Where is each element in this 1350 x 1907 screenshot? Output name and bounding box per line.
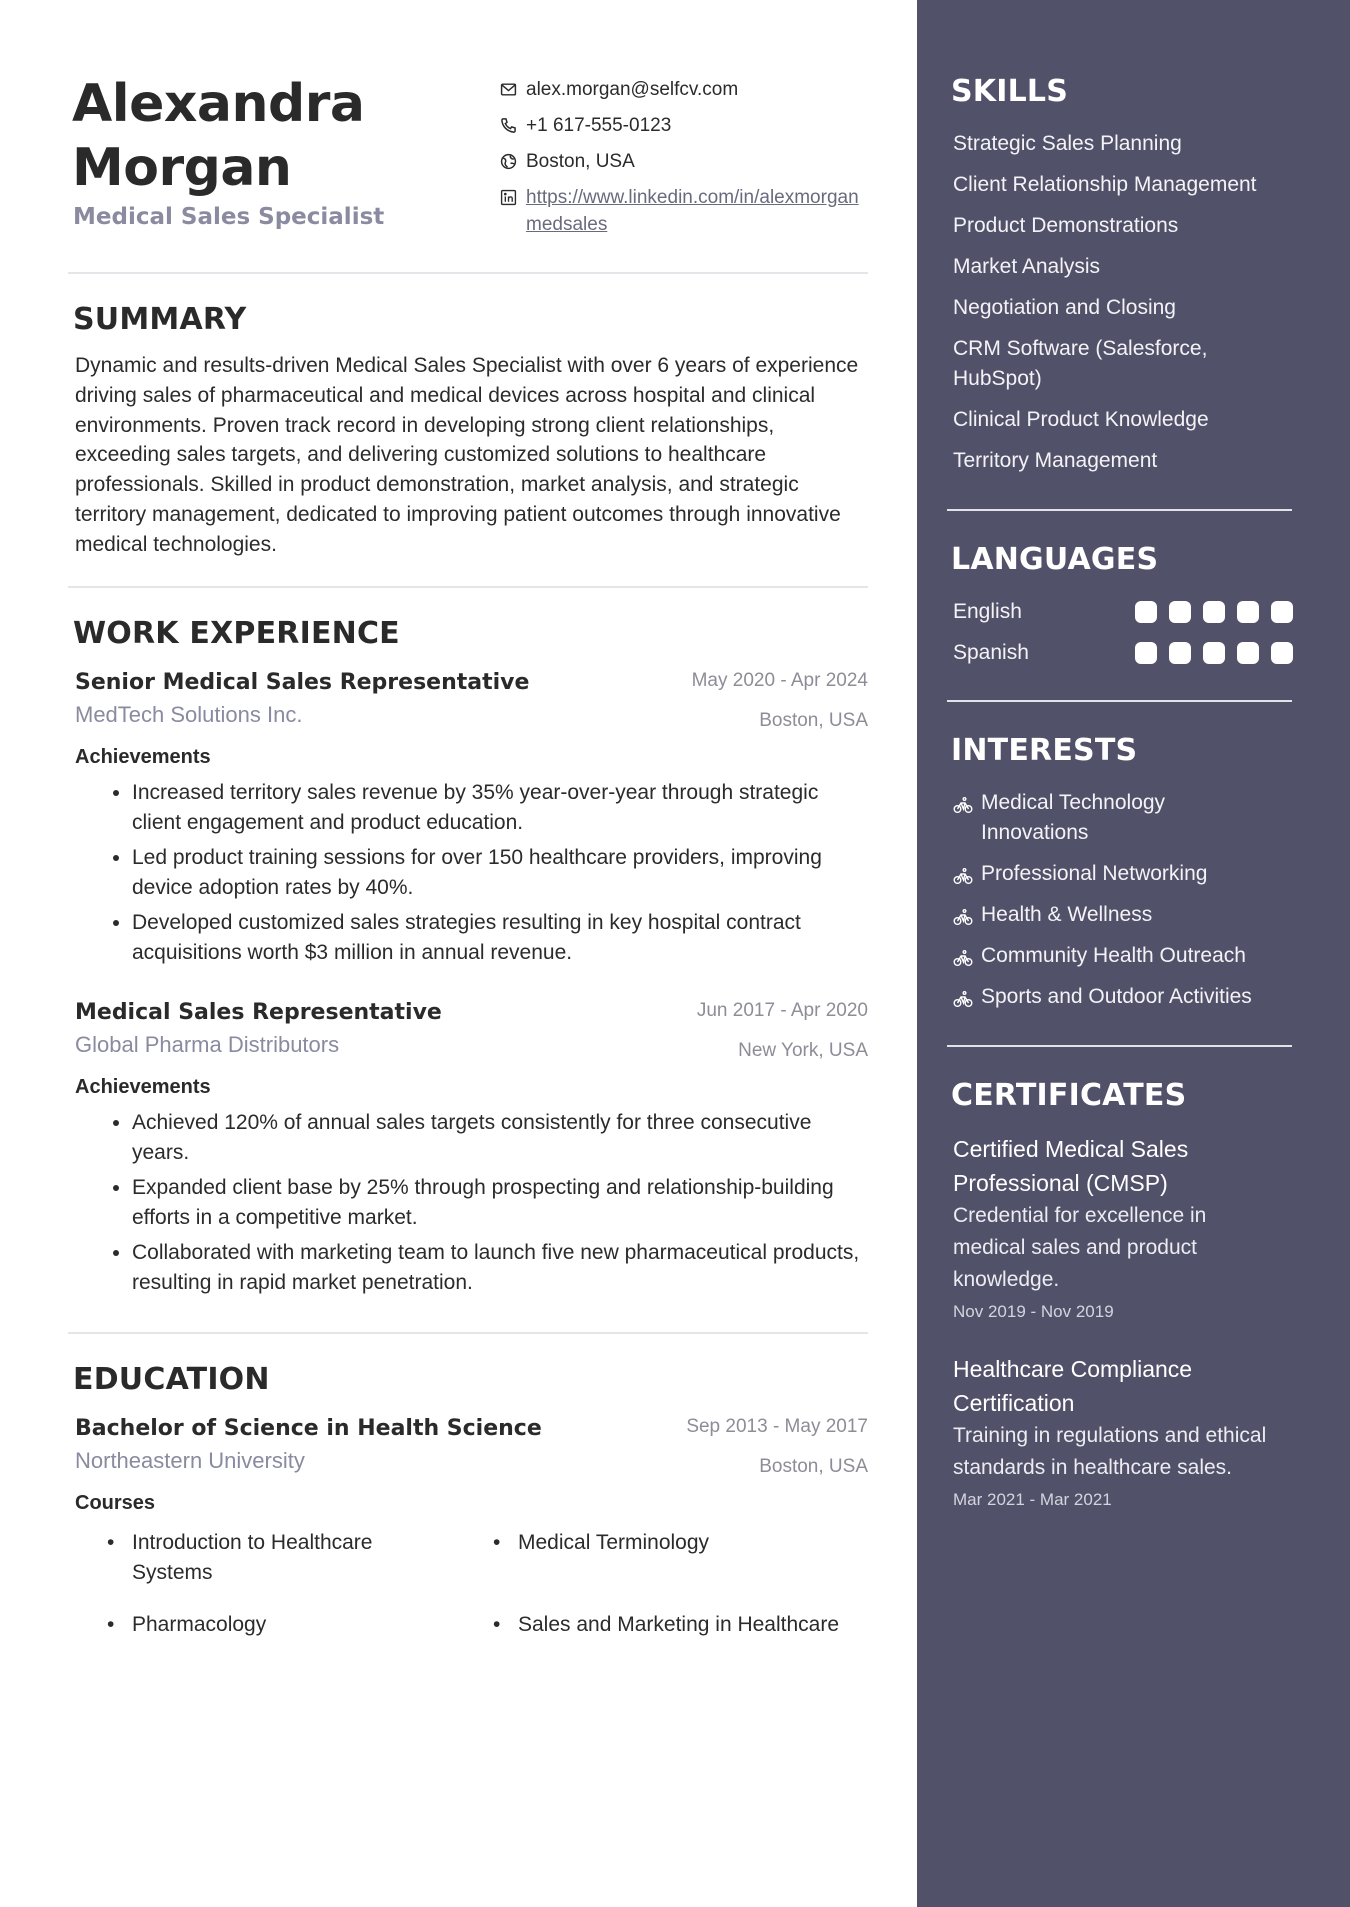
certificate-description: Credential for excellence in medical sales and product knowledge. <box>953 1204 1207 1291</box>
job-dates: May 2020 - Apr 2024 <box>691 670 868 691</box>
divider <box>68 272 868 274</box>
phone-icon <box>500 117 517 134</box>
contact-phone <box>500 112 870 139</box>
job-entry <box>75 998 868 1304</box>
interest-item <box>953 859 1341 889</box>
job-location: Boston, USA <box>759 710 868 731</box>
linkedin-icon <box>500 189 517 206</box>
certificate-dates: Mar 2021 - Mar 2021 <box>953 1490 1112 1509</box>
list-item: Product Demonstrations <box>953 214 1179 237</box>
certificate-entry <box>953 1132 1283 1322</box>
interest-label: Medical Technology Innovations <box>981 791 1166 844</box>
certificate-title: Certified Medical Sales Professional (CMSP) <box>953 1136 1189 1196</box>
language-name: English <box>953 600 1022 623</box>
courses-subheading: Courses <box>75 1492 156 1514</box>
job-company: Global Pharma Distributors <box>75 1032 340 1057</box>
divider <box>68 1332 868 1334</box>
interest-item <box>953 900 1341 930</box>
certificate-description: Training in regulations and ethical standards in healthcare sales. <box>953 1424 1267 1479</box>
list-item: Negotiation and Closing <box>953 296 1176 319</box>
contact-linkedin <box>500 184 870 238</box>
summary-heading: SUMMARY <box>73 302 247 337</box>
list-item: CRM Software (Salesforce, HubSpot) <box>953 337 1208 390</box>
last-name: Morgan <box>72 138 292 198</box>
languages-heading: LANGUAGES <box>951 542 1159 577</box>
language-row <box>953 638 1293 668</box>
interest-label: Community Health Outreach <box>981 944 1246 967</box>
language-name: Spanish <box>953 641 1029 664</box>
list-item: Client Relationship Management <box>953 173 1257 196</box>
list-item: • Pharmacology <box>75 1610 432 1640</box>
divider <box>68 586 868 588</box>
achievement-list <box>75 1108 868 1298</box>
list-item: Territory Management <box>953 449 1158 472</box>
certificates-heading: CERTIFICATES <box>951 1078 1187 1113</box>
list-item: • Expanded client base by 25% through prospecting and relationship-building efforts in a competitive market. <box>132 1173 868 1232</box>
proficiency-dot <box>1135 642 1157 664</box>
job-location: New York, USA <box>738 1040 868 1061</box>
language-row <box>953 597 1293 627</box>
proficiency-dot <box>1271 601 1293 623</box>
job-dates: Jun 2017 - Apr 2020 <box>696 1000 868 1021</box>
list-item: • Collaborated with marketing team to launch five new pharmaceutical products, resulting in rapid market penetration. <box>132 1238 868 1297</box>
email-text[interactable]: alex.morgan@selfcv.com <box>526 79 739 100</box>
list-item: • Increased territory sales revenue by 35% year-over-year through strategic client engagement and product education. <box>132 778 868 837</box>
proficiency-dots <box>1135 642 1293 664</box>
skills-list <box>953 129 1313 487</box>
list-item: Clinical Product Knowledge <box>953 408 1209 431</box>
summary-text: Dynamic and results-driven Medical Sales Specialist with over 6 years of experience driving sales of pharmaceutical and medical devices across hospital and clinical environments. Proven track record in developing strong client relationships, exceeding sales targets, and delivering customized solutions to healthcare professionals. Skilled in product demonstration, market analysis, and strategic territory management, dedicated to improving patient outcomes through innovative medical technologies. <box>75 354 859 556</box>
divider <box>947 1045 1292 1047</box>
proficiency-dot <box>1271 642 1293 664</box>
list-item: • Sales and Marketing in Healthcare <box>461 1610 878 1640</box>
job-subheading: Achievements <box>75 746 211 768</box>
job-role: Medical Sales Representative <box>75 1000 442 1025</box>
divider <box>947 509 1292 511</box>
list-item: • Developed customized sales strategies resulting in key hospital contract acquisitions worth $3 million in annual revenue. <box>132 908 868 967</box>
list-item: Strategic Sales Planning <box>953 132 1182 155</box>
interest-label: Professional Networking <box>981 862 1208 885</box>
candidate-name <box>72 72 364 200</box>
interest-item <box>953 941 1341 971</box>
certificate-entry <box>953 1352 1283 1510</box>
list-item: • Achieved 120% of annual sales targets consistently for three consecutive years. <box>132 1108 868 1167</box>
education-heading: EDUCATION <box>73 1362 270 1397</box>
list-item: • Medical Terminology <box>461 1528 878 1558</box>
job-title: Medical Sales Specialist <box>73 204 385 230</box>
proficiency-dot <box>1169 601 1191 623</box>
education-location: Boston, USA <box>759 1456 868 1477</box>
proficiency-dot <box>1237 601 1259 623</box>
education-dates: Sep 2013 - May 2017 <box>686 1416 868 1437</box>
interests-heading: INTERESTS <box>951 733 1138 768</box>
achievement-list <box>75 778 868 968</box>
proficiency-dot <box>1169 642 1191 664</box>
cycling-icon <box>953 907 973 927</box>
cycling-icon <box>953 795 973 815</box>
list-item: Market Analysis <box>953 255 1101 278</box>
job-entry <box>75 668 868 974</box>
globe-icon <box>500 153 517 170</box>
experience-heading: WORK EXPERIENCE <box>73 616 400 651</box>
envelope-icon <box>500 81 517 98</box>
degree: Bachelor of Science in Health Science <box>75 1416 542 1441</box>
job-role: Senior Medical Sales Representative <box>75 670 530 695</box>
interest-item <box>953 788 1221 848</box>
cycling-icon <box>953 866 973 886</box>
phone-text[interactable]: +1 617-555-0123 <box>526 115 672 136</box>
sidebar <box>917 0 1350 1907</box>
job-company: MedTech Solutions Inc. <box>75 702 303 727</box>
contact-location <box>500 148 870 175</box>
skills-heading: SKILLS <box>951 74 1069 109</box>
first-name: Alexandra <box>72 74 365 134</box>
certificate-dates: Nov 2019 - Nov 2019 <box>953 1302 1114 1321</box>
location-text: Boston, USA <box>526 151 635 172</box>
proficiency-dot <box>1135 601 1157 623</box>
cycling-icon <box>953 948 973 968</box>
linkedin-link[interactable]: https://www.linkedin.com/in/alexmorganmedsales <box>526 187 859 235</box>
education-entry <box>75 1414 868 1516</box>
interest-item <box>953 982 1341 1012</box>
proficiency-dot <box>1237 642 1259 664</box>
job-subheading: Achievements <box>75 1076 211 1098</box>
proficiency-dot <box>1203 642 1225 664</box>
list-item: • Introduction to Healthcare Systems <box>75 1528 382 1587</box>
certificate-title: Healthcare Compliance Certification <box>953 1356 1193 1416</box>
list-item: • Led product training sessions for over 150 healthcare providers, improving device adoption rates by 40%. <box>132 843 868 902</box>
contact-email <box>500 76 870 103</box>
school: Northeastern University <box>75 1448 305 1473</box>
proficiency-dots <box>1135 601 1293 623</box>
interest-label: Health & Wellness <box>981 903 1153 926</box>
interest-label: Sports and Outdoor Activities <box>981 985 1252 1008</box>
contact-list <box>500 76 870 247</box>
divider <box>947 700 1292 702</box>
cycling-icon <box>953 989 973 1009</box>
proficiency-dot <box>1203 601 1225 623</box>
